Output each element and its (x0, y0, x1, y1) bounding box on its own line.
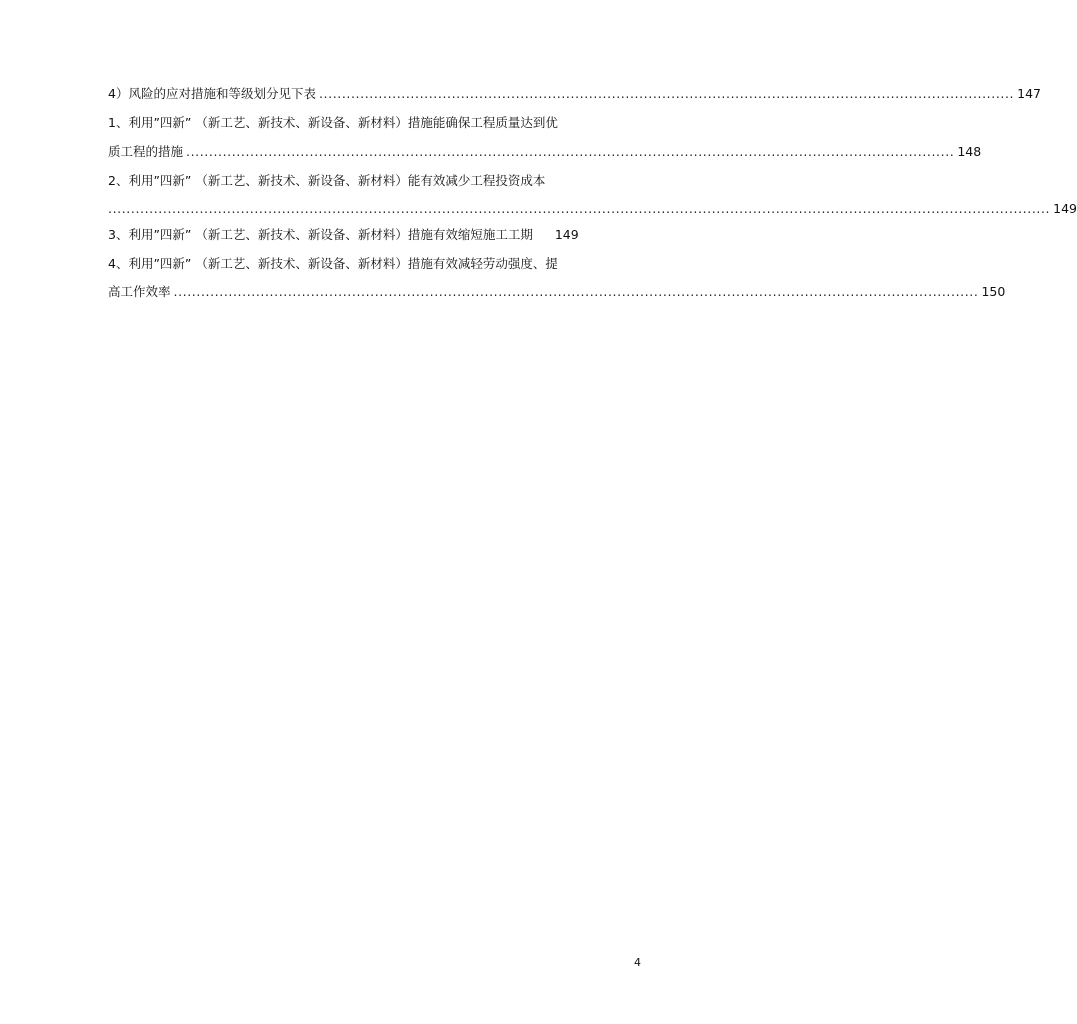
toc-leader-dots: .............................................................................................................................................................................................................. (108, 201, 1051, 216)
toc-entry-efficiency-line1[interactable] (108, 256, 558, 272)
toc-entry-cost-line1[interactable] (108, 173, 545, 189)
toc-leader-dots: ........................................................................................................................................................................ (186, 144, 955, 159)
toc-page-number: 150 (981, 284, 1006, 299)
toc-entry-efficiency-line2[interactable] (108, 284, 1006, 300)
toc-entry-schedule[interactable] (108, 227, 579, 243)
toc-entry-title: 4）风险的应对措施和等级划分见下表 (108, 86, 316, 101)
toc-entry-title: 1、利用”四新” （新工艺、新技术、新设备、新材料）措施能确保工程质量达到优 (108, 115, 558, 130)
toc-page-number: 149 (554, 227, 579, 242)
toc-entry-title: 3、利用”四新” （新工艺、新技术、新设备、新材料）措施有效缩短施工工期 (108, 227, 533, 242)
toc-leader-dots: ........................................................................................................................................................ (318, 86, 1015, 101)
toc-entry-title: 2、利用”四新” （新工艺、新技术、新设备、新材料）能有效减少工程投资成本 (108, 173, 546, 188)
toc-page-number: 147 (1017, 86, 1041, 101)
toc-page-number: 148 (957, 144, 982, 159)
toc-page-number: 149 (1053, 201, 1077, 216)
toc-entry-title-continued: 高工作效率 (108, 284, 171, 299)
toc-entry-risk-measures[interactable] (108, 86, 1041, 102)
toc-entry-title: 4、利用”四新” （新工艺、新技术、新设备、新材料）措施有效减轻劳动强度、提 (108, 256, 558, 271)
toc-entry-quality-line2[interactable] (108, 144, 982, 160)
toc-entry-quality-line1[interactable] (108, 115, 558, 131)
toc-leader-dots: ................................................................................................................................................................................ (173, 284, 979, 299)
toc-entry-cost-line2[interactable] (108, 201, 1077, 217)
toc-entry-title-continued: 质工程的措施 (108, 144, 184, 159)
page-footer-number: 4 (634, 956, 641, 969)
